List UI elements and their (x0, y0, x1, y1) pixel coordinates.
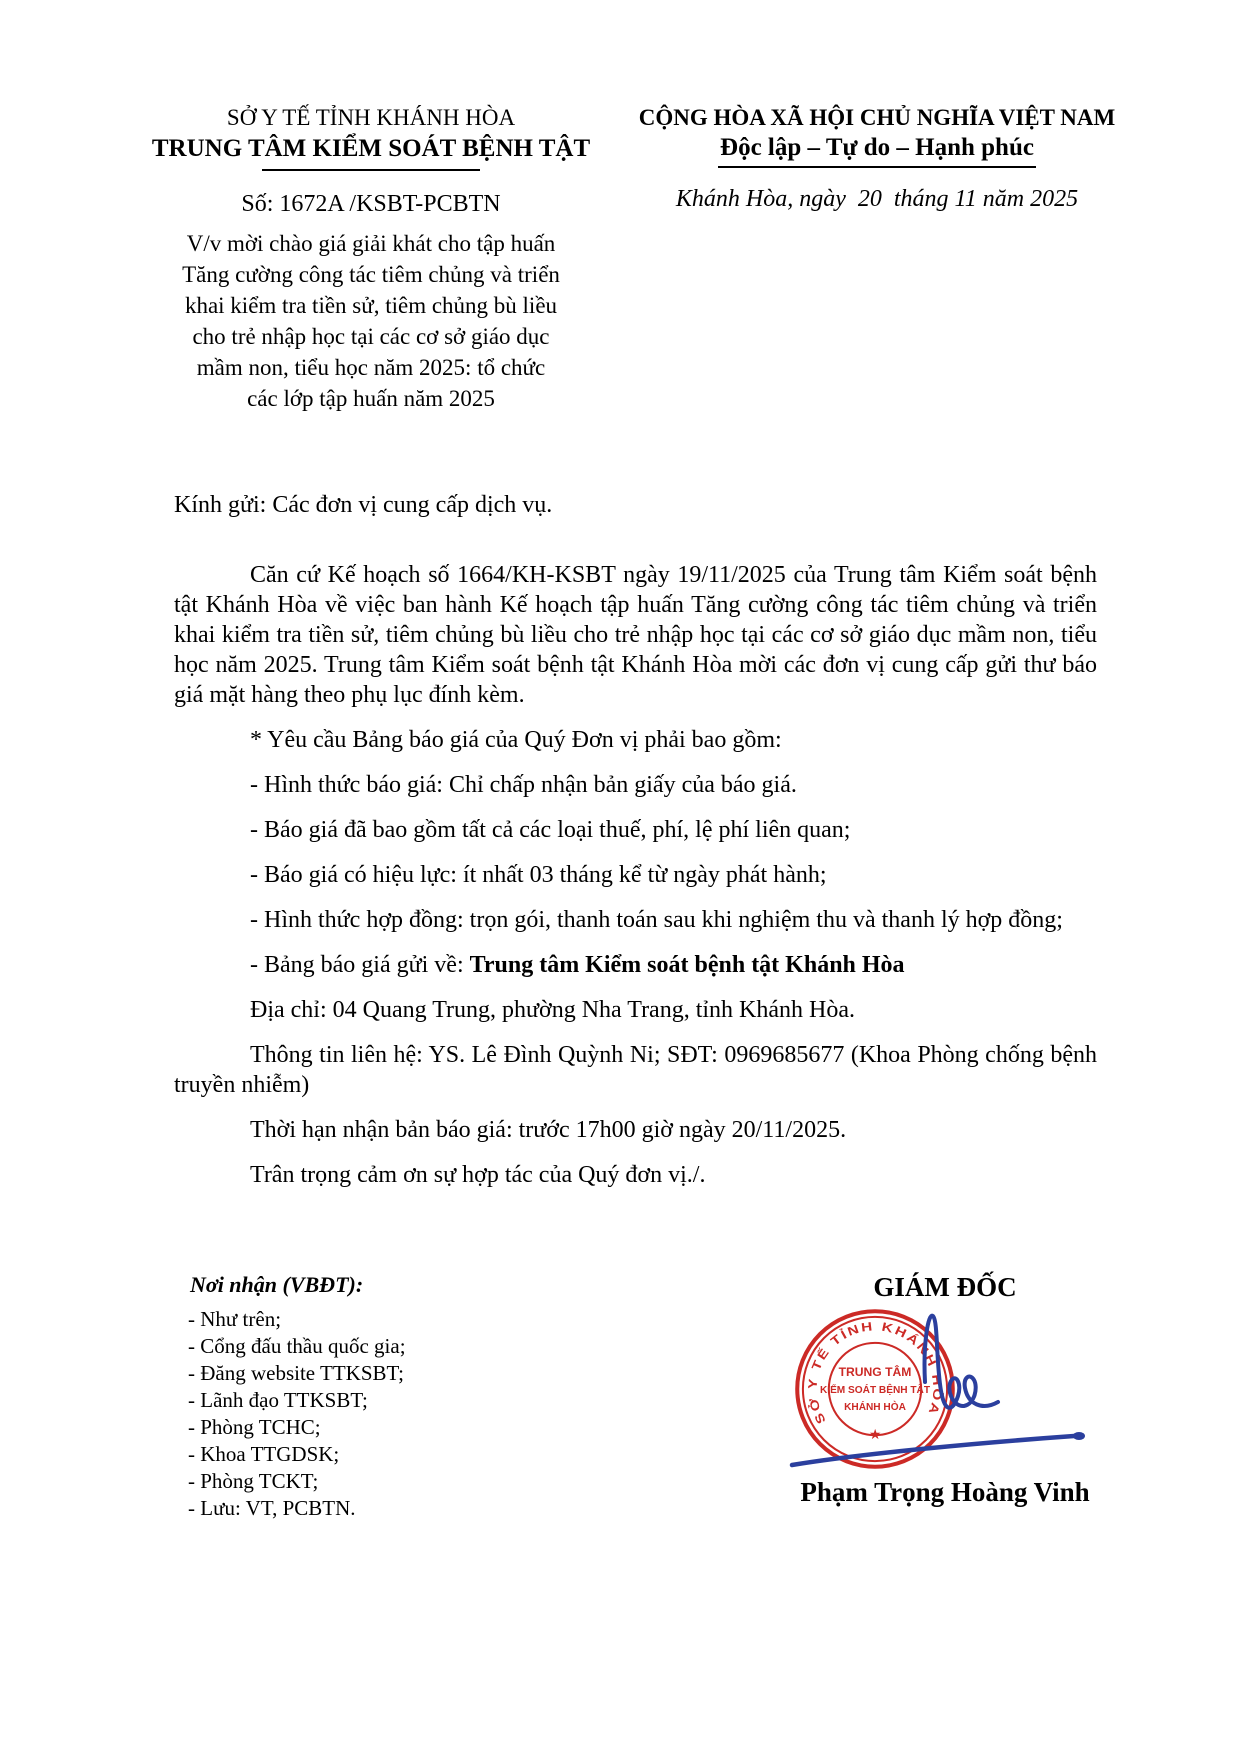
stamp-center-line-2: KIỂM SOÁT BỆNH TẬT (819, 1385, 931, 1397)
subject-line: V/v mời chào giá giải khát cho tập huấn (186, 231, 556, 256)
recipients-label: Nơi nhận (VBĐT): (190, 1272, 364, 1297)
recipients-list (188, 1306, 406, 1522)
national-motto: Độc lập – Tự do – Hạnh phúc (718, 133, 1036, 168)
subject-line: mầm non, tiểu học năm 2025: tổ chức (196, 355, 546, 380)
stamp-center-line-3: KHÁNH HÒA (844, 1402, 906, 1414)
body-paragraph: Thông tin liên hệ: YS. Lê Đình Quỳnh Ni; SĐT: 0969685677 (Khoa Phòng chống bệnh truyền nhiễm) (174, 1042, 1097, 1098)
signature-underline-stroke (792, 1436, 1074, 1465)
recipient-item: - Lãnh đạo TTKSBT; (188, 1388, 368, 1412)
recipient-item: - Như trên; (188, 1307, 282, 1331)
body-paragraph: Trân trọng cảm ơn sự hợp tác của Quý đơn vị./. (250, 1162, 706, 1188)
recipient-item: - Cổng đấu thầu quốc gia; (188, 1334, 406, 1358)
recipient-org-bold: Trung tâm Kiểm soát bệnh tật Khánh Hòa (469, 952, 905, 978)
body-paragraph: Căn cứ Kế hoạch số 1664/KH-KSBT ngày 19/11/2025 của Trung tâm Kiểm soát bệnh tật Khánh Hòa về việc ban hành Kế hoạch tập huấn Tăng cường công tác tiêm chủng và triển khai kiểm tra tiền sử, tiêm chủng bù liều cho trẻ nhập học tại các cơ sở giáo dục mầm non, tiểu học năm 2025. Trung tâm Kiểm soát bệnh tật Khánh Hòa mời các đơn vị cung cấp gửi thư báo giá mặt hàng theo phụ lục đính kèm. (174, 562, 1097, 708)
recipient-item: - Khoa TTGDSK; (188, 1442, 340, 1466)
signature-end-dot (1073, 1432, 1085, 1440)
subject-line: các lớp tập huấn năm 2025 (247, 386, 495, 411)
body-paragraph: * Yêu cầu Bảng báo giá của Quý Đơn vị phải bao gồm: (250, 727, 782, 753)
body-paragraph: - Hình thức báo giá: Chỉ chấp nhận bản giấy của báo giá. (250, 772, 797, 798)
signer-title: GIÁM ĐỐC (873, 1272, 1017, 1302)
stamp-star-icon: ★ (868, 1427, 882, 1443)
issuer-parent-org: SỞ Y TẾ TỈNH KHÁNH HÒA (226, 105, 516, 130)
signer-name: Phạm Trọng Hoàng Vinh (800, 1477, 1090, 1507)
place-date-line: Khánh Hòa, ngày 20 tháng 11 năm 2025 (675, 186, 1079, 212)
document-subject (130, 228, 612, 414)
national-header-block (627, 103, 1127, 214)
recipient-item: - Phòng TCKT; (188, 1469, 319, 1493)
stamp-ring-text: SỞ Y TẾ TỈNH KHÁNH HÒA (805, 1319, 945, 1427)
signature (770, 1290, 1110, 1480)
issuer-underline (262, 169, 480, 171)
body-paragraph: Thời hạn nhận bản báo giá: trước 17h00 giờ ngày 20/11/2025. (250, 1117, 847, 1143)
recipient-item: - Phòng TCHC; (188, 1415, 321, 1439)
body-paragraph (174, 950, 1097, 980)
subject-line: cho trẻ nhập học tại các cơ sở giáo dục (192, 324, 550, 349)
body-paragraph: - Báo giá có hiệu lực: ít nhất 03 tháng kể từ ngày phát hành; (250, 862, 827, 888)
document-body (174, 490, 1097, 1205)
subject-line: Tăng cường công tác tiêm chủng và triển (182, 262, 560, 287)
body-paragraph: - Hình thức hợp đồng: trọn gói, thanh toán sau khi nghiệm thu và thanh lý hợp đồng; (250, 907, 1063, 933)
stamp-center-line-1: TRUNG TÂM (838, 1365, 912, 1380)
recipient-item: - Lưu: VT, PCBTN. (188, 1496, 356, 1520)
national-title: CỘNG HÒA XÃ HỘI CHỦ NGHĨA VIỆT NAM (638, 105, 1116, 130)
salutation: Kính gửi: Các đơn vị cung cấp dịch vụ. (174, 492, 553, 518)
paragraph-prefix: - Bảng báo giá gửi về: (250, 952, 470, 978)
subject-line: khai kiểm tra tiền sử, tiêm chủng bù liều (184, 293, 558, 318)
body-paragraph: - Báo giá đã bao gồm tất cả các loại thuế, phí, lệ phí liên quan; (250, 817, 851, 843)
issuer-org: TRUNG TÂM KIỂM SOÁT BỆNH TẬT (151, 135, 591, 162)
body-paragraph: Địa chỉ: 04 Quang Trung, phường Nha Trang, tỉnh Khánh Hòa. (250, 997, 856, 1023)
issuer-header-block (130, 103, 612, 414)
recipient-item: - Đăng website TTKSBT; (188, 1361, 405, 1385)
document-number: Số: 1672A /KSBT-PCBTN (241, 191, 501, 217)
signature-flourish (925, 1316, 998, 1408)
